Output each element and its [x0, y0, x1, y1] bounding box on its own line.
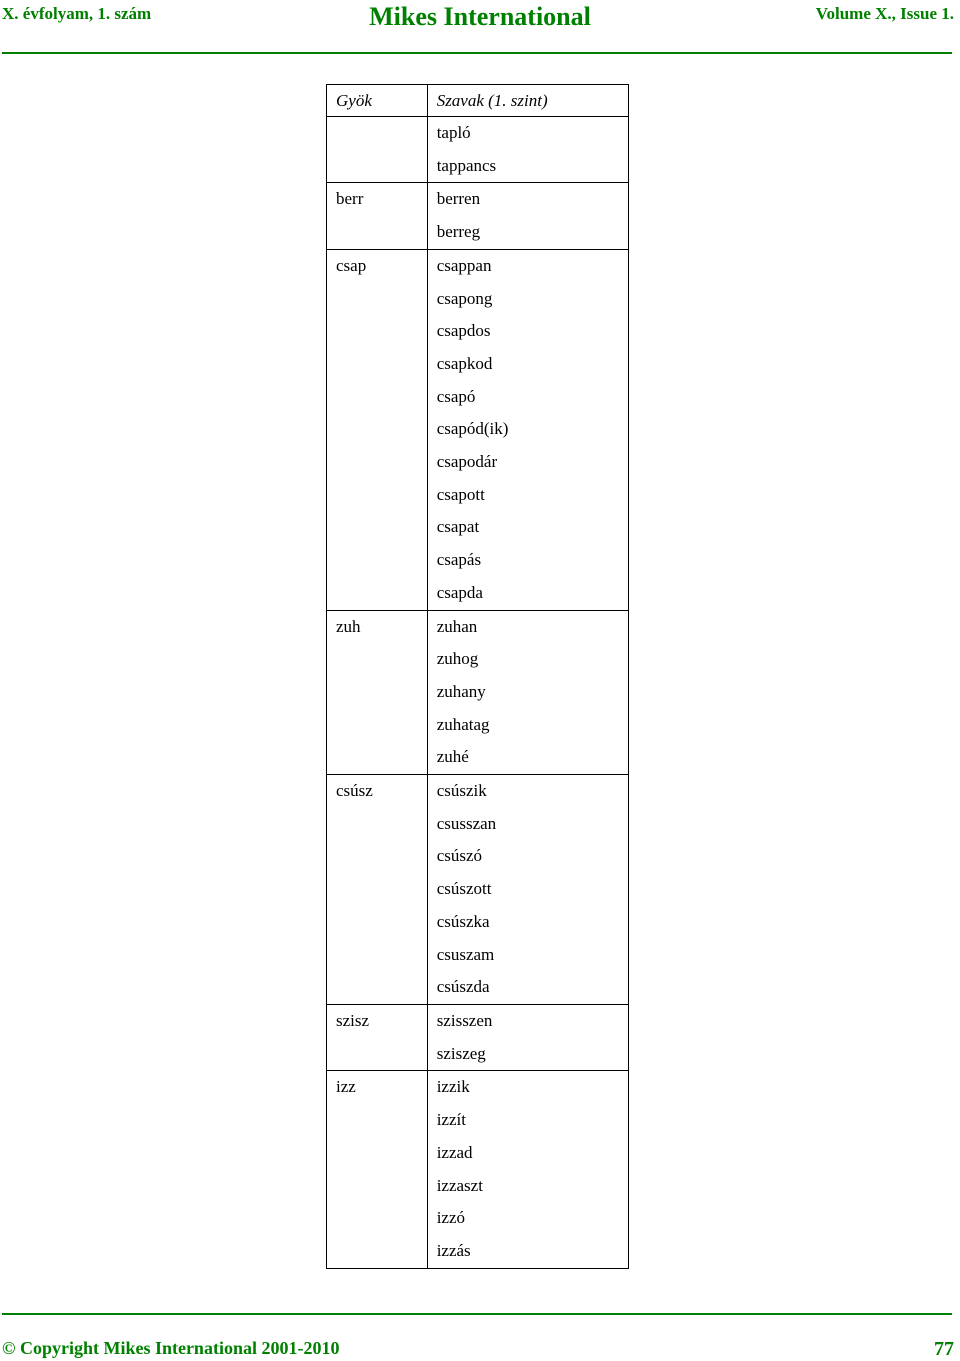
word-cell: csapód(ik) [427, 413, 628, 446]
root-cell: csap [327, 249, 428, 610]
word-cell: csapong [427, 283, 628, 316]
word-cell: sziszeg [427, 1038, 628, 1071]
table-row [327, 249, 629, 282]
word-cell: csúszott [427, 873, 628, 906]
word-cell: csappan [427, 249, 628, 282]
word-cell: csapó [427, 381, 628, 414]
table-row [327, 1071, 629, 1104]
root-group [327, 610, 629, 775]
header-rule [2, 52, 952, 54]
root-group [327, 183, 629, 249]
word-cell: csúszik [427, 775, 628, 808]
root-cell: izz [327, 1071, 428, 1268]
word-cell: tappancs [427, 150, 628, 183]
header-issue-en: Volume X., Issue 1. [815, 4, 954, 23]
word-cell: csusszan [427, 808, 628, 841]
root-cell: csúsz [327, 775, 428, 1005]
root-cell [327, 117, 428, 183]
root-cell: zuh [327, 610, 428, 775]
root-group [327, 1004, 629, 1070]
header-root: Gyök [327, 85, 428, 117]
word-cell: csapodár [427, 446, 628, 479]
word-cell: csúszka [427, 906, 628, 939]
word-cell: csapda [427, 577, 628, 610]
word-cell: csapat [427, 511, 628, 544]
root-group [327, 249, 629, 610]
word-cell: csapkod [427, 348, 628, 381]
word-cell: zuhé [427, 741, 628, 774]
word-cell: csuszam [427, 939, 628, 972]
header-journal-title: Mikes International [369, 2, 591, 31]
word-cell: izzik [427, 1071, 628, 1104]
word-cell: zuhatag [427, 709, 628, 742]
word-cell: zuhog [427, 643, 628, 676]
word-cell: csúszó [427, 840, 628, 873]
table-row [327, 117, 629, 150]
header-words: Szavak (1. szint) [427, 85, 628, 117]
root-cell: berr [327, 183, 428, 249]
word-cell: izzás [427, 1235, 628, 1268]
word-cell: csapdos [427, 315, 628, 348]
root-group [327, 775, 629, 1005]
word-cell: zuhan [427, 610, 628, 643]
word-cell: izzaszt [427, 1170, 628, 1203]
page-number: 77 [934, 1338, 954, 1360]
word-cell: csapás [427, 544, 628, 577]
word-cell: izzad [427, 1137, 628, 1170]
root-cell: szisz [327, 1004, 428, 1070]
word-cell: tapló [427, 117, 628, 150]
footer-rule [2, 1313, 952, 1315]
word-cell: szisszen [427, 1004, 628, 1037]
root-words-table [326, 84, 629, 1269]
word-cell: csúszda [427, 971, 628, 1004]
root-group [327, 117, 629, 183]
word-cell: izzó [427, 1202, 628, 1235]
root-group [327, 1071, 629, 1268]
table-row [327, 610, 629, 643]
word-cell: zuhany [427, 676, 628, 709]
table-row [327, 183, 629, 216]
table-header-row [327, 85, 629, 117]
word-cell: berren [427, 183, 628, 216]
word-cell: csapott [427, 479, 628, 512]
word-cell: izzít [427, 1104, 628, 1137]
header-issue-hu: X. évfolyam, 1. szám [2, 4, 152, 23]
word-cell: berreg [427, 216, 628, 249]
table-row [327, 775, 629, 808]
copyright-text: © Copyright Mikes International 2001-2010 [2, 1338, 340, 1358]
table-row [327, 1004, 629, 1037]
